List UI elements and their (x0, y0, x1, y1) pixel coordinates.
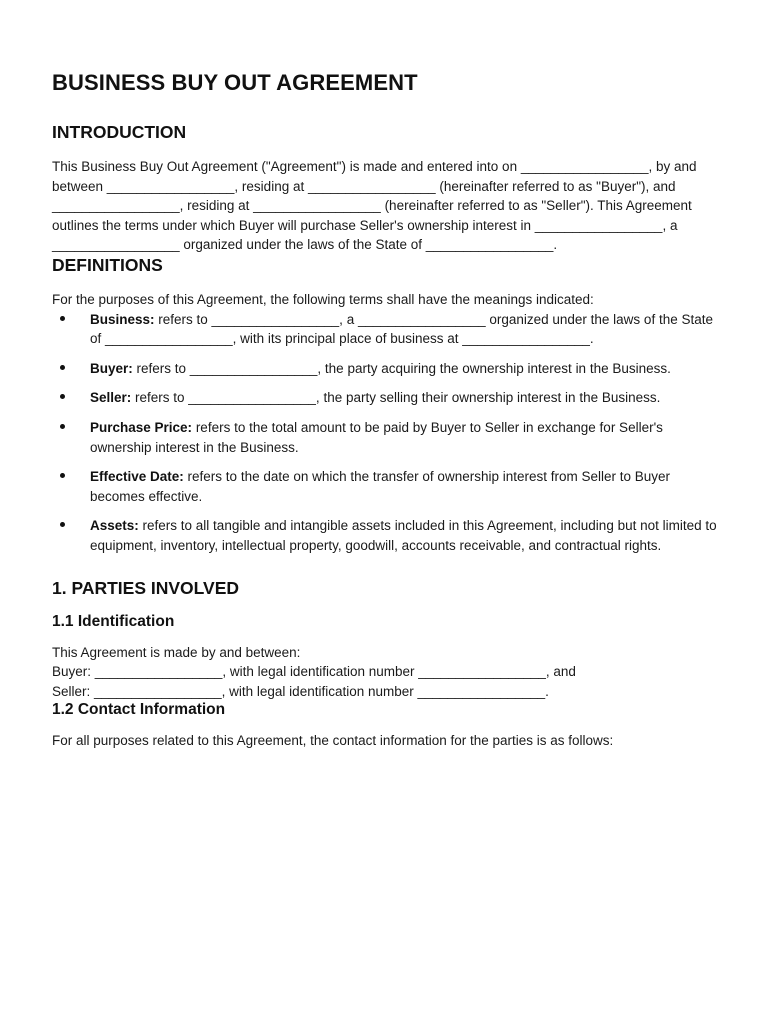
definition-item-seller (52, 388, 722, 408)
introduction-paragraph: This Business Buy Out Agreement ("Agreement") is made and entered into on _________________, by and between _________________, residing at _________________ (hereinafter referred to as "Buyer"), and _________________, residing at _________________ (hereinafter referred to as "Seller"). This Agreement outlines the terms under which Buyer will purchase Seller's ownership interest in _________________, a _________________ organized under the laws of the State of _________________. (52, 159, 697, 253)
bullet-icon (60, 424, 65, 429)
definition-text: refers to the total amount to be paid by Buyer to Seller in exchange for Seller's ownership interest in the Business. (90, 419, 663, 455)
definition-term: Assets: (90, 518, 139, 534)
document-page (52, 70, 722, 751)
contact-lead: For all purposes related to this Agreement, the contact information for the parties is as follows: (52, 733, 614, 749)
definition-term: Seller: (90, 390, 132, 406)
seller-line: Seller: _________________, with legal identification number _________________. (52, 683, 549, 699)
bullet-icon (60, 394, 65, 399)
parties-heading: 1. PARTIES INVOLVED (52, 577, 240, 598)
buyer-line: Buyer: _________________, with legal identification number _________________, and (52, 664, 576, 680)
definition-item-effective-date (52, 467, 722, 506)
definition-term: Business: (90, 311, 155, 327)
identification-heading: 1.1 Identification (52, 612, 175, 630)
document-title: BUSINESS BUY OUT AGREEMENT (52, 70, 418, 95)
definition-text: refers to _________________, the party selling their ownership interest in the Business. (131, 390, 661, 406)
definition-text: refers to the date on which the transfer of ownership interest from Seller to Buyer becomes effective. (90, 469, 671, 504)
introduction-heading: INTRODUCTION (52, 122, 187, 142)
definition-item-purchase-price (52, 418, 722, 457)
contact-heading: 1.2 Contact Information (52, 701, 226, 719)
definition-text: refers to all tangible and intangible assets included in this Agreement, including but not limited to equipment, inventory, intellectual property, goodwill, accounts receivable, and contractual rights. (90, 518, 717, 553)
definitions-heading: DEFINITIONS (52, 254, 163, 275)
definition-text: refers to _________________, the party acquiring the ownership interest in the Business. (132, 360, 671, 376)
identification-lead: This Agreement is made by and between: (52, 644, 301, 660)
bullet-icon (60, 365, 65, 370)
definitions-list (52, 310, 722, 556)
definition-item-assets (52, 516, 722, 555)
bullet-icon (60, 473, 65, 478)
definition-text: refers to _________________, a _________________ organized under the laws of the State of _________________, with its principal place of business at _________________. (90, 311, 713, 347)
definitions-lead: For the purposes of this Agreement, the following terms shall have the meanings indicated: (52, 291, 594, 307)
bullet-icon (60, 316, 65, 321)
bullet-icon (60, 522, 65, 527)
definition-item-buyer (52, 359, 722, 379)
definition-item-business (52, 310, 722, 349)
definition-term: Effective Date: (90, 469, 184, 485)
definition-term: Buyer: (90, 360, 133, 376)
definition-term: Purchase Price: (90, 419, 193, 435)
